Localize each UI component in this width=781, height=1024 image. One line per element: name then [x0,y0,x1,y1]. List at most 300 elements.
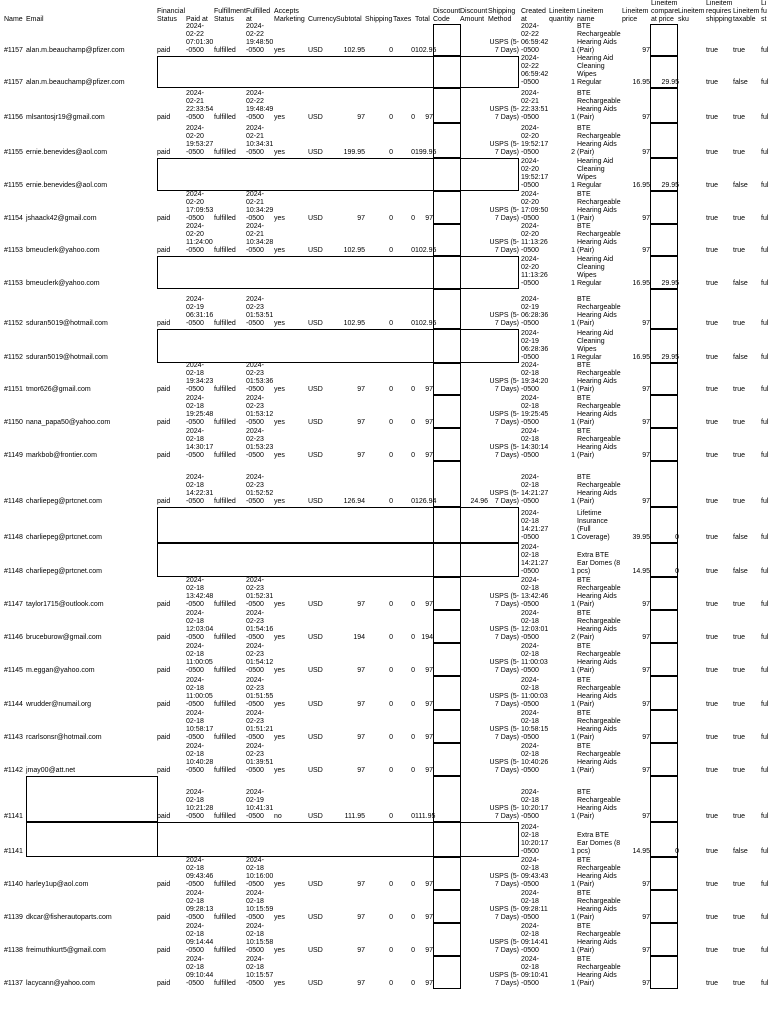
cell-fulfillment-status: fulfilled [214,419,236,426]
cell-li-qty: 1 [571,280,575,287]
col-header-name: Name [4,16,23,23]
cell-li-name: Extra BTE Ear Domes (8 pcs) [577,832,621,855]
cell-email: charliepeg@prtcnet.com [26,534,102,541]
cell-li-taxable: true [733,634,746,641]
cell-name: #1137 [4,980,23,987]
cell-currency: USD [308,881,323,888]
cell-li-name: Extra BTE Ear Domes (8 pcs) [577,552,621,575]
cell-created-at: 2024- 02-18 19:25:45 -0500 [521,395,549,426]
empty-cell-outline [433,363,461,395]
cell-name: #1157 [4,79,23,86]
cell-li-name: BTE Rechargeable Hearing Aids (Pair) [577,296,621,327]
cell-email: wrudder@numail.org [26,701,92,708]
cell-li-qty: 1 [571,79,575,86]
cell-financial-status: paid [157,813,171,820]
cell-name: #1145 [4,667,23,674]
cell-li-compare: 0 [675,848,679,855]
cell-total: 194 [421,634,433,641]
cell-total: 97 [425,386,433,393]
cell-fulfilled-at: 2024- 02-21 10:34:29 -0500 [246,191,274,222]
empty-cell-outline [650,224,678,256]
cell-paid-at: 2024- 02-18 09:14:44 -0500 [186,923,214,954]
empty-cell-outline [433,56,461,88]
cell-shipping-method: USPS (5- 7 Days) [489,490,519,505]
cell-taxes: 0 [411,701,415,708]
cell-fulfilled-at: 2024- 02-23 01:53:36 -0500 [246,362,274,393]
cell-paid-at: 2024- 02-19 06:31:16 -0500 [186,296,214,327]
empty-cell-outline [157,822,519,857]
cell-li-fulfill: ful [761,813,769,820]
col-header-discount-amount: Discount Amount [460,8,488,23]
cell-li-name: BTE Rechargeable Hearing Aids (Pair) [577,125,621,156]
cell-li-qty: 2 [571,634,575,641]
cell-shipping-method: USPS (5- 7 Days) [489,141,519,156]
cell-currency: USD [308,47,323,54]
cell-name: #1150 [4,419,23,426]
cell-created-at: 2024- 02-20 19:52:17 -0500 [521,158,549,189]
cell-created-at: 2024- 02-18 14:21:27 -0500 [521,474,549,505]
cell-email: sduran5019@hotmail.com [26,320,108,327]
cell-subtotal: 126.94 [343,498,365,505]
cell-paid-at: 2024- 02-18 19:34:23 -0500 [186,362,214,393]
cell-li-fulfill: ful [761,667,769,674]
cell-li-fulfill: ful [761,386,769,393]
cell-fulfillment-status: fulfilled [214,881,236,888]
empty-cell-outline [650,256,678,289]
cell-li-name: BTE Rechargeable Hearing Aids (Pair) [577,90,621,121]
cell-fulfilled-at: 2024- 02-18 10:15:57 -0500 [246,956,274,987]
cell-paid-at: 2024- 02-22 07:01:30 -0500 [186,23,214,54]
cell-li-price: 97 [642,667,650,674]
cell-paid-at: 2024- 02-18 09:28:13 -0500 [186,890,214,921]
empty-cell-outline [650,710,678,743]
cell-name: #1156 [4,114,23,121]
cell-li-taxable: true [733,114,746,121]
cell-li-name: BTE Rechargeable Hearing Aids (Pair) [577,890,621,921]
cell-li-taxable: false [733,182,748,189]
col-header-li-taxable: Lineitem taxable [733,8,760,23]
col-header-total: Total [415,16,430,23]
cell-shipping-method: USPS (5- 7 Days) [489,939,519,954]
cell-li-name: BTE Rechargeable Hearing Aids (Pair) [577,577,621,608]
cell-li-fulfill: ful [761,498,769,505]
cell-total: 97 [425,767,433,774]
cell-li-taxable: true [733,149,746,156]
empty-cell-outline [433,543,461,577]
cell-shipping: 0 [389,881,393,888]
cell-created-at: 2024- 02-18 09:28:11 -0500 [521,890,548,921]
cell-accepts-marketing: yes [274,701,285,708]
cell-li-qty: 1 [571,386,575,393]
cell-total: 97 [425,881,433,888]
cell-li-price: 97 [642,215,650,222]
cell-created-at: 2024- 02-18 10:20:17 -0500 [521,824,549,855]
cell-taxes: 0 [411,601,415,608]
empty-cell-outline [650,822,678,857]
cell-paid-at: 2024- 02-20 19:53:27 -0500 [186,125,214,156]
cell-financial-status: paid [157,114,171,121]
cell-created-at: 2024- 02-18 09:14:41 -0500 [521,923,549,954]
empty-cell-outline [650,395,678,428]
cell-taxes: 0 [411,813,415,820]
col-header-li-name: Lineitem name [577,8,604,23]
cell-total: 97 [425,667,433,674]
cell-name: #1143 [4,734,23,741]
cell-created-at: 2024- 02-20 19:52:17 -0500 [521,125,549,156]
cell-li-req-ship: true [706,767,719,774]
cell-name: #1153 [4,280,23,287]
empty-cell-outline [650,610,678,643]
cell-li-taxable: true [733,386,746,393]
cell-currency: USD [308,498,323,505]
cell-subtotal: 97 [357,452,365,459]
cell-fulfilled-at: 2024- 02-18 10:15:58 -0500 [246,923,274,954]
cell-paid-at: 2024- 02-18 09:10:44 -0500 [186,956,214,987]
col-header-taxes: Taxes [393,16,412,23]
cell-li-req-ship: true [706,452,719,459]
cell-currency: USD [308,767,323,774]
cell-shipping-method: USPS (5- 7 Days) [489,873,519,888]
cell-fulfilled-at: 2024- 02-23 01:51:21 -0500 [246,710,274,741]
cell-li-price: 97 [642,947,650,954]
cell-accepts-marketing: yes [274,734,285,741]
cell-li-name: BTE Rechargeable Hearing Aids (Pair) [577,474,621,505]
cell-financial-status: paid [157,452,171,459]
cell-fulfillment-status: fulfilled [214,452,236,459]
cell-li-fulfill: ful [761,215,769,222]
empty-cell-outline [433,289,461,329]
cell-li-price: 97 [642,452,650,459]
cell-li-name: Hearing Aid Cleaning Wipes Regular [577,256,614,287]
cell-paid-at: 2024- 02-18 09:43:46 -0500 [186,857,214,888]
cell-taxes: 0 [411,980,415,987]
cell-li-req-ship: true [706,419,719,426]
cell-li-price: 16.95 [632,79,650,86]
cell-li-fulfill: ful [761,848,769,855]
cell-li-price: 39.95 [632,534,650,541]
cell-currency: USD [308,813,323,820]
cell-accepts-marketing: yes [274,947,285,954]
cell-total: 97 [425,734,433,741]
cell-currency: USD [308,149,323,156]
col-header-li-req-ship: Lineitem requires shipping [706,0,733,23]
cell-created-at: 2024- 02-18 09:43:43 -0500 [521,857,549,888]
empty-cell-outline [650,363,678,395]
cell-financial-status: paid [157,667,171,674]
cell-li-compare: 0 [675,568,679,575]
cell-financial-status: paid [157,980,171,987]
cell-li-req-ship: true [706,247,719,254]
cell-li-fulfill: ful [761,114,769,121]
cell-li-price: 97 [642,47,650,54]
cell-email: harley1up@aol.com [26,881,89,888]
cell-li-taxable: false [733,354,748,361]
cell-financial-status: paid [157,320,171,327]
col-header-fulfillment-status: Fulfillment Status [214,8,246,23]
cell-li-name: BTE Rechargeable Hearing Aids (Pair) [577,923,621,954]
cell-shipping-method: USPS (5- 7 Days) [489,312,519,327]
cell-shipping-method: USPS (5- 7 Days) [489,444,519,459]
cell-currency: USD [308,215,323,222]
cell-fulfilled-at: 2024- 02-18 10:15:59 -0500 [246,890,274,921]
cell-subtotal: 97 [357,215,365,222]
cell-li-fulfill: ful [761,419,769,426]
empty-cell-outline [650,56,678,88]
cell-li-qty: 1 [571,498,575,505]
empty-cell-outline [157,543,519,577]
cell-li-price: 14.95 [632,848,650,855]
cell-total: 97 [425,947,433,954]
cell-li-name: BTE Rechargeable Hearing Aids (Pair) [577,789,621,820]
cell-total: 97 [425,701,433,708]
cell-li-taxable: true [733,813,746,820]
cell-accepts-marketing: yes [274,452,285,459]
cell-li-price: 97 [642,149,650,156]
cell-name: #1148 [4,534,23,541]
empty-cell-outline [650,88,678,123]
cell-li-fulfill: ful [761,881,769,888]
empty-cell-outline [433,191,461,224]
cell-currency: USD [308,419,323,426]
cell-total: 97 [425,114,433,121]
cell-fulfillment-status: fulfilled [214,667,236,674]
cell-li-taxable: true [733,701,746,708]
cell-shipping: 0 [389,947,393,954]
cell-taxes: 0 [411,452,415,459]
cell-fulfilled-at: 2024- 02-23 01:52:52 -0500 [246,474,274,505]
cell-li-taxable: false [733,848,748,855]
cell-taxes: 0 [411,320,415,327]
cell-created-at: 2024- 02-20 11:13:26 -0500 [521,256,548,287]
cell-currency: USD [308,114,323,121]
cell-fulfilled-at: 2024- 02-23 01:51:55 -0500 [246,677,274,708]
cell-subtotal: 111.95 [344,813,365,820]
cell-subtotal: 102.95 [343,47,365,54]
cell-li-qty: 1 [571,354,575,361]
cell-email: charliepeg@prtcnet.com [26,568,102,575]
cell-li-taxable: true [733,734,746,741]
cell-accepts-marketing: yes [274,247,285,254]
empty-cell-outline [433,256,461,289]
empty-cell-outline [433,224,461,256]
cell-shipping-method: USPS (5- 7 Days) [489,759,519,774]
cell-created-at: 2024- 02-18 10:20:17 -0500 [521,789,549,820]
cell-shipping: 0 [389,452,393,459]
cell-subtotal: 97 [357,767,365,774]
cell-email: lacycann@yahoo.com [26,980,95,987]
empty-cell-outline [650,890,678,923]
cell-total: 126.94 [415,498,437,505]
cell-fulfillment-status: fulfilled [214,601,236,608]
cell-li-fulfill: ful [761,767,769,774]
cell-paid-at: 2024- 02-18 13:42:48 -0500 [186,577,214,608]
cell-shipping-method: USPS (5- 7 Days) [489,805,519,820]
col-header-fulfilled-at: Fulfilled at [246,8,271,23]
cell-taxes: 0 [411,47,415,54]
cell-accepts-marketing: yes [274,767,285,774]
cell-created-at: 2024- 02-19 06:28:36 -0500 [521,330,549,361]
cell-name: #1148 [4,498,23,505]
cell-li-req-ship: true [706,354,719,361]
cell-shipping-method: USPS (5- 7 Days) [489,626,519,641]
cell-financial-status: paid [157,149,171,156]
cell-li-price: 97 [642,767,650,774]
cell-li-name: BTE Rechargeable Hearing Aids (Pair) [577,610,621,641]
cell-li-taxable: true [733,419,746,426]
cell-paid-at: 2024- 02-18 14:30:17 -0500 [186,428,214,459]
cell-total: 97 [425,601,433,608]
cell-shipping-method: USPS (5- 7 Days) [489,411,519,426]
cell-name: #1155 [4,149,23,156]
empty-cell-outline [157,329,519,363]
cell-li-taxable: true [733,601,746,608]
cell-shipping: 0 [389,47,393,54]
cell-shipping-method: USPS (5- 7 Days) [489,659,519,674]
cell-email: nana_papa50@yahoo.com [26,419,111,426]
cell-currency: USD [308,947,323,954]
cell-li-fulfill: ful [761,601,769,608]
cell-shipping: 0 [389,667,393,674]
cell-created-at: 2024- 02-18 14:21:27 -0500 [521,544,549,575]
cell-email: taylor1715@outlook.com [26,601,104,608]
cell-li-name: BTE Rechargeable Hearing Aids (Pair) [577,428,621,459]
cell-li-fulfill: ful [761,280,769,287]
cell-fulfilled-at: 2024- 02-19 10:41:31 -0500 [246,789,274,820]
cell-li-name: BTE Rechargeable Hearing Aids (Pair) [577,956,621,987]
cell-li-req-ship: true [706,634,719,641]
empty-cell-outline [650,923,678,956]
cell-paid-at: 2024- 02-18 10:40:28 -0500 [186,743,214,774]
cell-financial-status: paid [157,419,171,426]
cell-li-taxable: true [733,881,746,888]
cell-li-name: BTE Rechargeable Hearing Aids (Pair) [577,677,621,708]
cell-taxes: 0 [411,149,415,156]
cell-li-req-ship: true [706,386,719,393]
cell-li-fulfill: ful [761,149,769,156]
cell-li-req-ship: true [706,149,719,156]
cell-total: 97 [425,419,433,426]
cell-shipping: 0 [389,498,393,505]
col-header-li-compare: Lineitem compare at price [651,0,679,23]
cell-li-req-ship: true [706,182,719,189]
cell-fulfilled-at: 2024- 02-23 01:54:16 -0500 [246,610,274,641]
cell-email: bruceburow@gmail.com [26,634,102,641]
empty-cell-outline [433,461,461,507]
cell-name: #1149 [4,452,23,459]
cell-shipping: 0 [389,734,393,741]
cell-li-compare: 29.95 [661,182,679,189]
empty-cell-outline [433,822,461,857]
col-header-created-at: Created at [521,8,546,23]
cell-accepts-marketing: yes [274,320,285,327]
cell-shipping-method: USPS (5- 7 Days) [489,906,519,921]
cell-li-fulfill: ful [761,734,769,741]
cell-email: rcarlsonsr@hotmail.com [26,734,102,741]
cell-created-at: 2024- 02-20 17:09:50 -0500 [521,191,549,222]
cell-subtotal: 97 [357,947,365,954]
cell-li-price: 16.95 [632,354,650,361]
empty-cell-outline [650,857,678,890]
cell-fulfillment-status: fulfilled [214,734,236,741]
cell-created-at: 2024- 02-18 13:42:46 -0500 [521,577,549,608]
empty-cell-outline [433,676,461,710]
cell-li-taxable: true [733,667,746,674]
cell-total: 97 [425,980,433,987]
cell-created-at: 2024- 02-18 11:00:03 -0500 [521,677,548,708]
cell-email: m.eggan@yahoo.com [26,667,95,674]
cell-fulfilled-at: 2024- 02-23 01:53:12 -0500 [246,395,274,426]
cell-email: ernie.benevides@aol.com [26,149,108,156]
cell-created-at: 2024- 02-22 06:59:42 -0500 [521,23,549,54]
cell-li-req-ship: true [706,79,719,86]
cell-currency: USD [308,667,323,674]
col-header-discount-code: Discount Code [433,8,461,23]
cell-paid-at: 2024- 02-20 11:24:00 -0500 [186,223,213,254]
cell-li-req-ship: true [706,320,719,327]
cell-email: bmeuclerk@yahoo.com [26,280,100,287]
cell-email: charliepeg@prtcnet.com [26,498,102,505]
cell-created-at: 2024- 02-18 19:34:20 -0500 [521,362,549,393]
cell-email: ernie.benevides@aol.com [26,182,108,189]
cell-taxes: 0 [411,498,415,505]
empty-cell-outline [433,743,461,776]
cell-li-price: 97 [642,386,650,393]
cell-li-price: 16.95 [632,280,650,287]
empty-cell-outline [433,507,461,543]
empty-cell-outline [157,507,519,543]
cell-li-fulfill: ful [761,914,769,921]
cell-li-qty: 1 [571,215,575,222]
cell-li-qty: 1 [571,568,575,575]
cell-accepts-marketing: yes [274,386,285,393]
cell-li-taxable: false [733,534,748,541]
cell-financial-status: paid [157,947,171,954]
cell-li-price: 97 [642,114,650,121]
empty-cell-outline [650,543,678,577]
cell-currency: USD [308,452,323,459]
cell-total: 199.95 [415,149,437,156]
cell-shipping: 0 [389,149,393,156]
cell-fulfilled-at: 2024- 02-21 10:34:28 -0500 [246,223,274,254]
cell-li-taxable: true [733,947,746,954]
cell-li-req-ship: true [706,848,719,855]
cell-shipping-method: USPS (5- 7 Days) [489,39,519,54]
cell-total: 97 [425,215,433,222]
cell-name: #1152 [4,320,23,327]
cell-name: #1157 [4,47,23,54]
cell-total: 97 [425,914,433,921]
cell-li-name: BTE Rechargeable Hearing Aids (Pair) [577,191,621,222]
empty-cell-outline [433,123,461,158]
cell-shipping: 0 [389,247,393,254]
empty-cell-outline [433,956,461,989]
cell-taxes: 0 [411,734,415,741]
cell-li-price: 97 [642,601,650,608]
cell-paid-at: 2024- 02-18 19:25:48 -0500 [186,395,214,426]
cell-li-req-ship: true [706,914,719,921]
cell-accepts-marketing: yes [274,149,285,156]
cell-li-fulfill: ful [761,79,769,86]
cell-shipping: 0 [389,601,393,608]
cell-li-req-ship: true [706,47,719,54]
cell-li-price: 97 [642,813,650,820]
cell-taxes: 0 [411,914,415,921]
cell-taxes: 0 [411,767,415,774]
empty-cell-outline [433,890,461,923]
cell-subtotal: 102.95 [343,247,365,254]
cell-total: 102.95 [415,320,437,327]
cell-fulfilled-at: 2024- 02-21 10:34:31 -0500 [246,125,274,156]
